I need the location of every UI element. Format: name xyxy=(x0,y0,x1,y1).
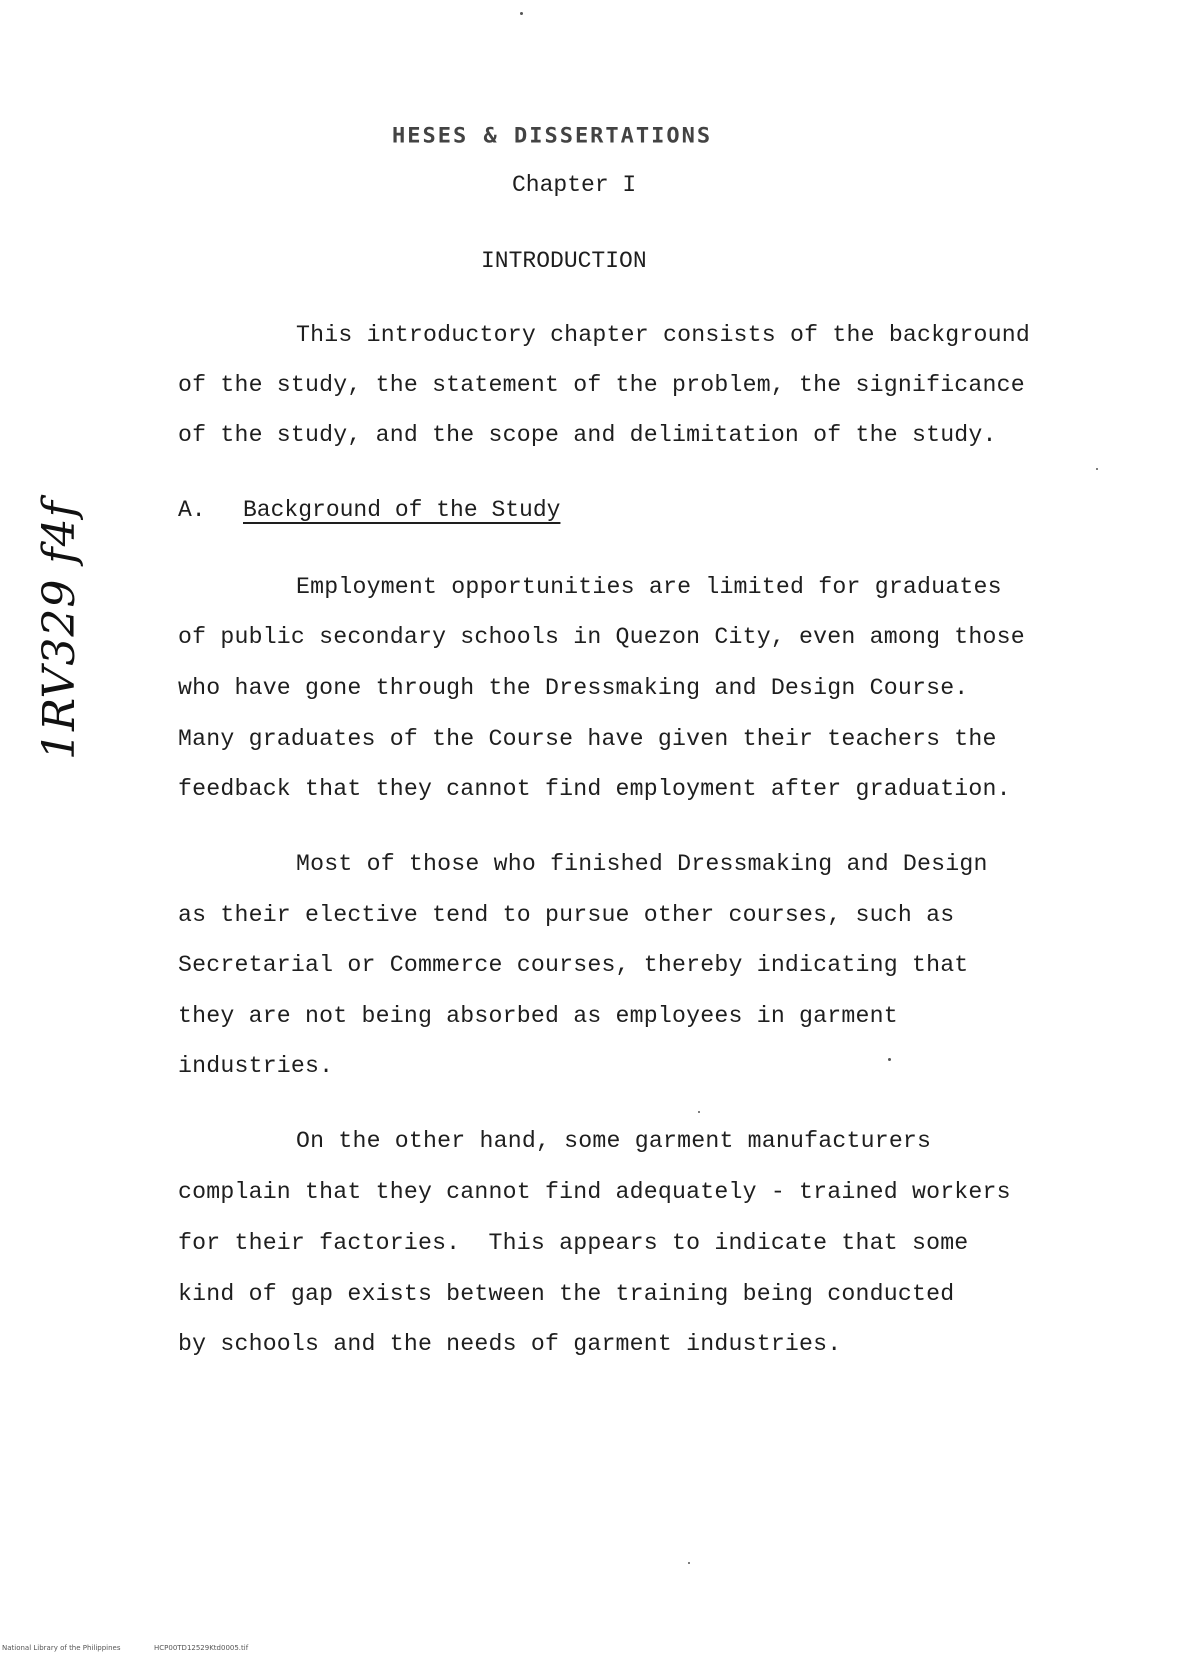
paragraph-line: feedback that they cannot find employment after graduation. xyxy=(178,776,1011,802)
section-label: A. xyxy=(178,497,206,523)
chapter-number: Chapter I xyxy=(512,172,637,198)
paragraph-line: for their factories. This appears to indicate that some xyxy=(178,1230,969,1256)
theses-stamp: HESES & DISSERTATIONS xyxy=(392,124,713,149)
paragraph-line: On the other hand, some garment manufacturers xyxy=(296,1128,932,1154)
chapter-title: INTRODUCTION xyxy=(481,248,647,274)
paragraph-line: Most of those who finished Dressmaking and Design xyxy=(296,851,988,877)
scan-speck xyxy=(688,1562,690,1564)
footer-library: National Library of the Philippines xyxy=(2,1644,121,1652)
paragraph-line: industries. xyxy=(178,1053,334,1079)
paragraph-line: they are not being absorbed as employees in garment xyxy=(178,1003,898,1029)
scan-speck xyxy=(698,1111,700,1113)
scan-speck xyxy=(888,1058,891,1061)
paragraph-line: Many graduates of the Course have given their teachers the xyxy=(178,726,997,752)
scan-speck xyxy=(1096,468,1098,470)
paragraph-line: complain that they cannot find adequately - trained workers xyxy=(178,1179,1011,1205)
paragraph-line: by schools and the needs of garment industries. xyxy=(178,1331,842,1357)
section-title: Background of the Study xyxy=(243,497,561,523)
scan-speck xyxy=(520,12,523,15)
paragraph-line: kind of gap exists between the training being conducted xyxy=(178,1281,955,1307)
paragraph-line: of public secondary schools in Quezon City, even among those xyxy=(178,624,1025,650)
paragraph-line: as their elective tend to pursue other courses, such as xyxy=(178,902,955,928)
paragraph-line: who have gone through the Dressmaking and Design Course. xyxy=(178,675,969,701)
handwritten-call-number: 1RV329 f4f xyxy=(34,500,85,760)
intro-line: This introductory chapter consists of the background xyxy=(296,322,1030,348)
footer-filename: HCP00TD12529Ktd0005.tif xyxy=(154,1644,249,1652)
paragraph-line: Secretarial or Commerce courses, thereby indicating that xyxy=(178,952,969,978)
paragraph-line: Employment opportunities are limited for graduates xyxy=(296,574,1002,600)
intro-line: of the study, and the scope and delimitation of the study. xyxy=(178,422,997,448)
intro-line: of the study, the statement of the problem, the significance xyxy=(178,372,1025,398)
